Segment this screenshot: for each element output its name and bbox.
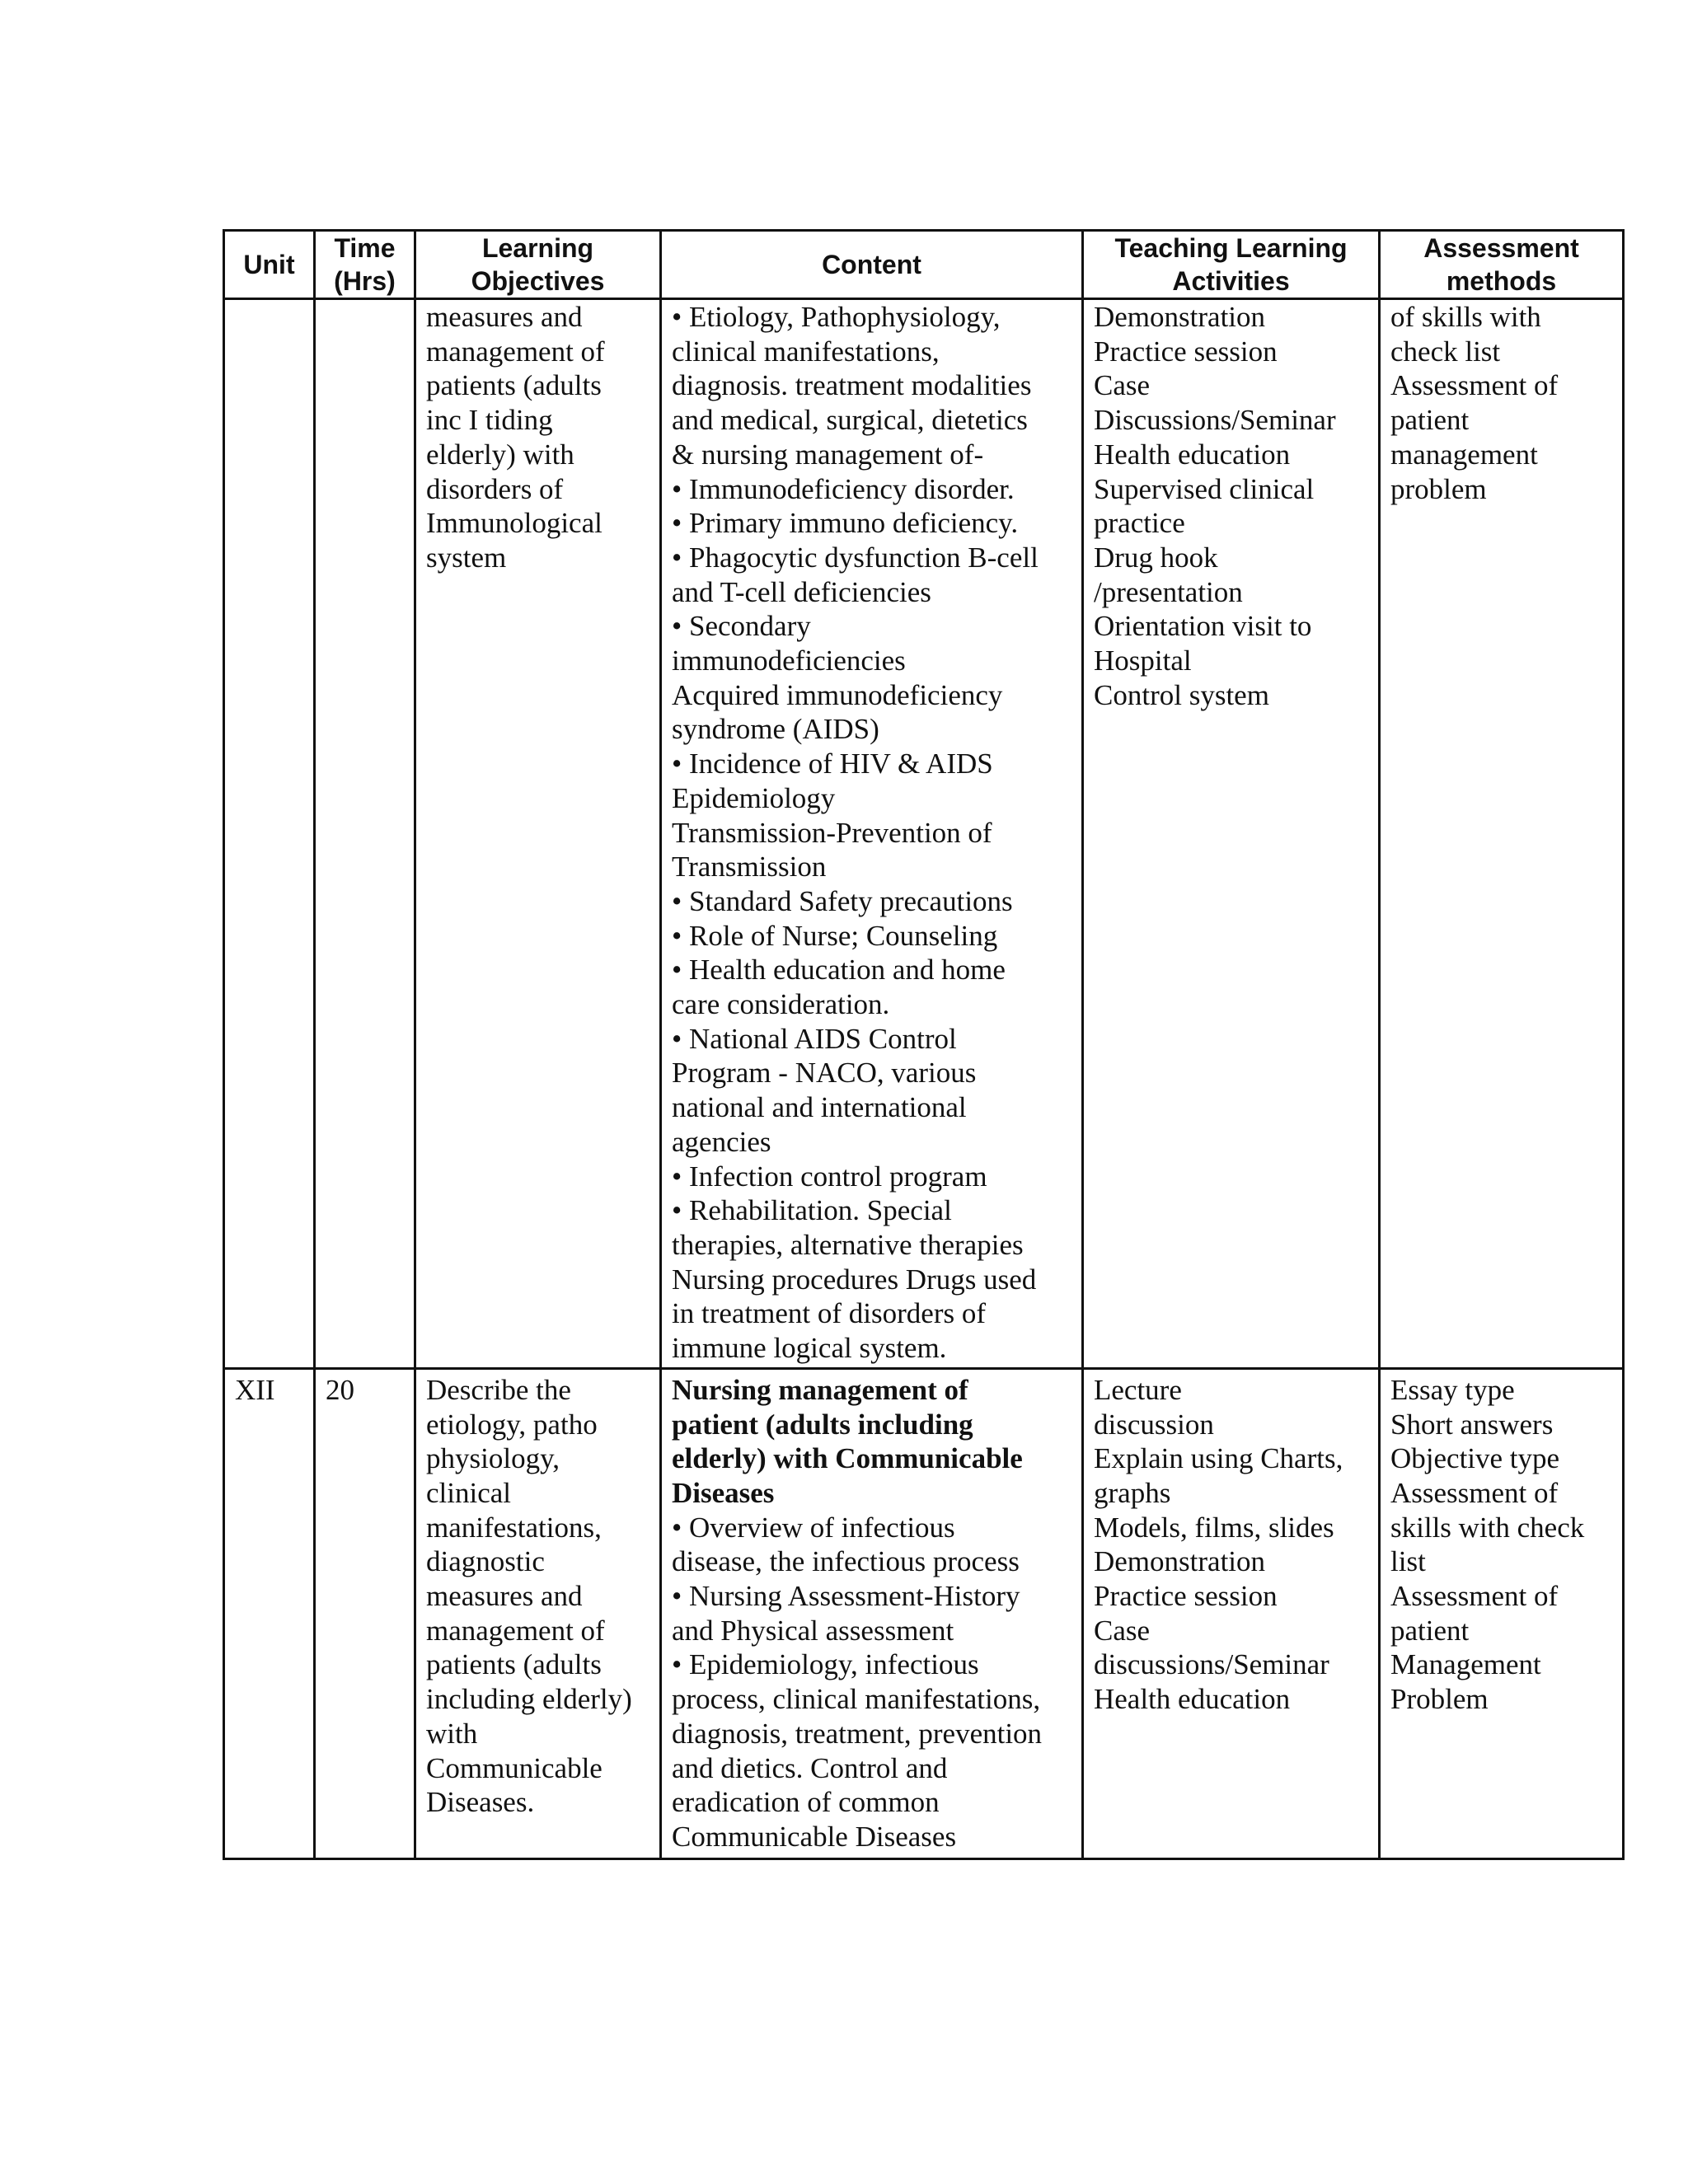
header-time: Time (Hrs) (315, 231, 415, 299)
time-cell: 20 (315, 1368, 415, 1858)
header-teaching-learning-activities: Teaching Learning Activities (1083, 231, 1380, 299)
table-row (224, 1368, 1624, 1858)
header-unit: Unit (224, 231, 315, 299)
time-cell (315, 299, 415, 1369)
content-cell (661, 1368, 1083, 1858)
content-cell: • Etiology, Pathophysiology, clinical manifestations, diagnosis. treatment modalities and medical, surgical, dietetics & nursing management of- • Immunodeficiency disorder. • Primary immuno deficiency. • Phagocytic dysfunction B-cell and T-cell deficiencies • Secondary immunodeficiencies Acquired immunodeficiency syndrome (AIDS) • Incidence of HIV & AIDS Epidemiology Transmission-Prevention of Transmission • Standard Safety precautions • Role of Nurse; Counseling • Health education and home care consideration. • National AIDS Control Program - NACO, various national and international agencies • Infection control program • Rehabilitation. Special therapies, alternative therapies Nursing procedures Drugs used in treatment of disorders of immune logical system. (661, 299, 1083, 1369)
table-row (224, 299, 1624, 1369)
objectives-cell: measures and management of patients (adults inc I tiding elderly) with disorders of Immunological system (415, 299, 661, 1369)
assessment-cell: of skills with check list Assessment of patient management problem (1380, 299, 1624, 1369)
header-assessment-methods: Assessment methods (1380, 231, 1624, 299)
unit-cell (224, 299, 315, 1369)
header-row (224, 231, 1624, 299)
header-learning-objectives: Learning Objectives (415, 231, 661, 299)
content-body: • Overview of infectious disease, the infectious process • Nursing Assessment-History and Physical assessment • Epidemiology, infectious process, clinical manifestations, diagnosis, treatment, prevention and dietics. Control and eradication of common Communicable Diseases (672, 1511, 1043, 1853)
curriculum-table (223, 229, 1625, 1860)
objectives-cell: Describe the etiology, patho physiology, clinical manifestations, diagnostic measures and management of patients (adults including elderly) with Communicable Diseases. (415, 1368, 661, 1858)
content-heading: Nursing management of patient (adults including elderly) with Communicable Diseases (672, 1373, 1023, 1509)
activities-cell: Demonstration Practice session Case Discussions/Seminar Health education Supervised clinical practice Drug hook /presentation Orientation visit to Hospital Control system (1083, 299, 1380, 1369)
assessment-cell: Essay type Short answers Objective type Assessment of skills with check list Assessment of patient Management Problem (1380, 1368, 1624, 1858)
activities-cell: Lecture discussion Explain using Charts, graphs Models, films, slides Demonstration Practice session Case discussions/Seminar Health education (1083, 1368, 1380, 1858)
header-content: Content (661, 231, 1083, 299)
unit-cell: XII (224, 1368, 315, 1858)
